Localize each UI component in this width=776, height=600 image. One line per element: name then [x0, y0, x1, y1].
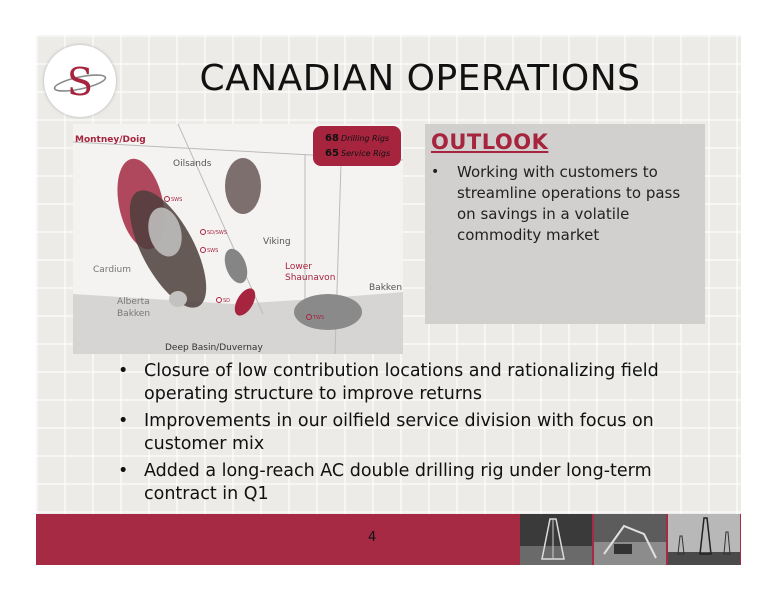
service-rig-label: Service Rigs — [341, 149, 391, 158]
bullet-dot: • — [118, 411, 129, 431]
outlook-text: Working with customers to streamline operations to pass on savings in a volatile commodity market — [457, 163, 681, 244]
outlook-bullet: • — [431, 164, 440, 180]
rig-marker-label: SWS — [207, 248, 219, 254]
outlook-panel — [425, 124, 705, 324]
map-region-label: Montney/Doig — [75, 135, 146, 145]
drilling-rig-label: Drilling Rigs — [341, 134, 390, 143]
page-title: CANADIAN OPERATIONS — [199, 58, 641, 99]
outlook-heading: OUTLOOK — [431, 130, 549, 154]
page-number: 4 — [368, 530, 377, 545]
rig-marker-label: SWS — [171, 197, 183, 203]
company-logo — [44, 45, 116, 117]
map-region-label: Bakken — [369, 283, 403, 293]
drilling-rig-count: 68 — [325, 133, 339, 144]
map-region-label: Oilsands — [173, 159, 212, 169]
bullet-text: Improvements in our oilfield service division with focus on customer mix — [144, 411, 654, 454]
map-region-label: Alberta — [117, 297, 150, 307]
worksite-photo — [594, 514, 666, 565]
rig-marker-label: TWS — [313, 315, 325, 321]
bullet-dot: • — [118, 461, 129, 481]
rig-marker-label: SD — [223, 298, 231, 304]
map-region-label: Bakken — [117, 309, 151, 319]
bullet-item — [118, 410, 688, 456]
bullet-item — [118, 460, 688, 506]
map-region-label: Cardium — [93, 265, 132, 275]
bullet-text: Added a long-reach AC double drilling rig under long-term contract in Q1 — [144, 461, 652, 504]
bullet-item — [118, 360, 688, 406]
map-region-label: Deep Basin/Duvernay — [165, 343, 263, 353]
bullet-list — [118, 360, 688, 510]
logo-letter: S — [66, 60, 94, 104]
bullet-dot: • — [118, 361, 129, 381]
bullet-text: Closure of low contribution locations and rationalizing field operating structure to improve returns — [144, 361, 659, 404]
service-rig-count: 65 — [325, 148, 339, 159]
rig-field-photo — [668, 514, 740, 565]
map-region-label: Viking — [263, 237, 291, 247]
map-region-label: Shaunavon — [285, 273, 336, 283]
map-region-label: Lower — [285, 262, 312, 272]
drilling-rig-photo — [520, 514, 592, 565]
operations-map — [73, 124, 403, 354]
rig-marker-label: SD/SWS — [207, 230, 227, 236]
